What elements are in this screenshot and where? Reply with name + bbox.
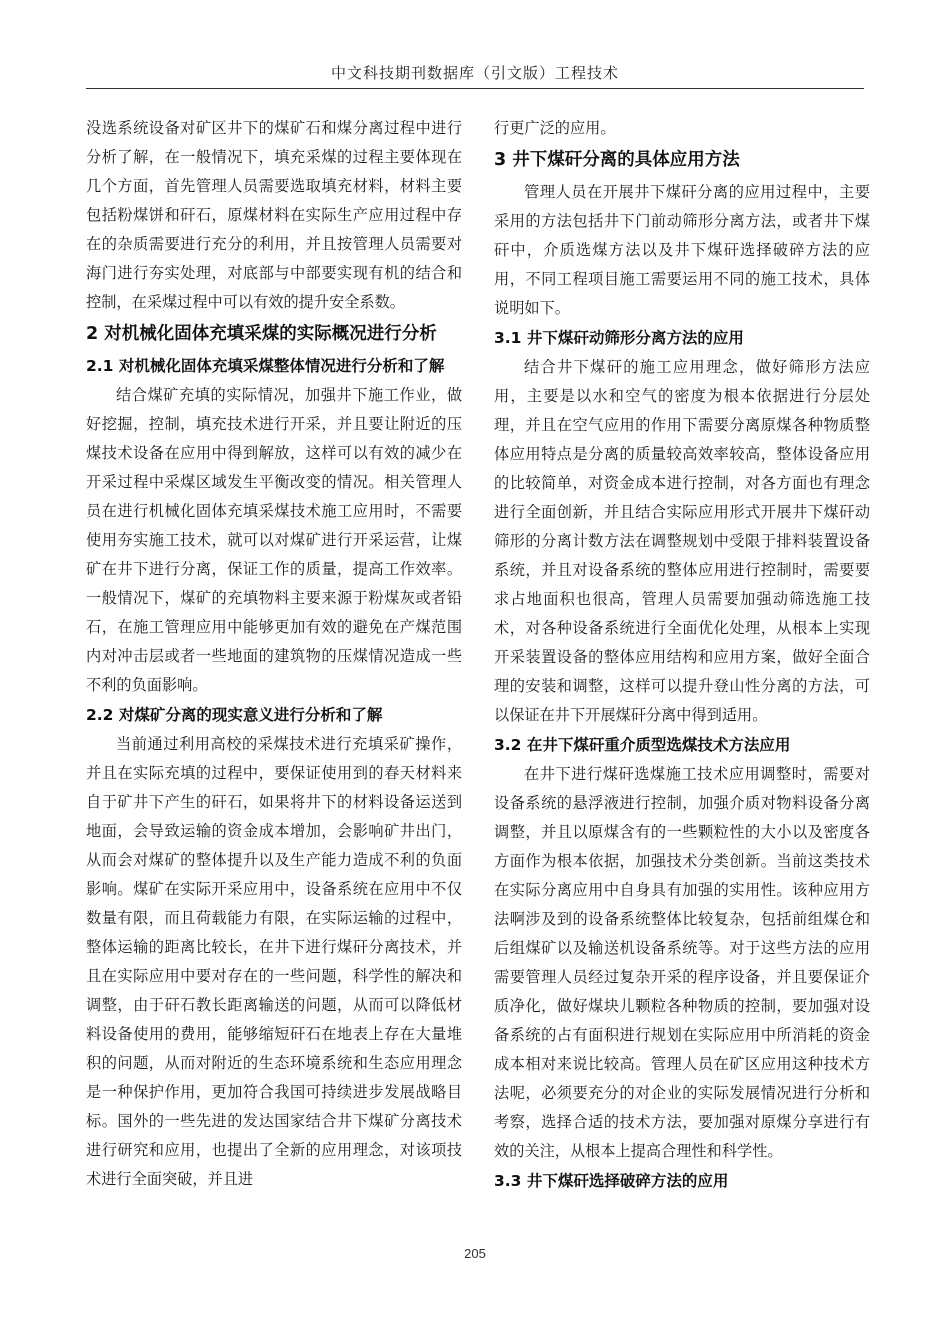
paragraph-3: 管理人员在开展井下煤矸分离的应用过程中，主要采用的方法包括井下门前动筛形分离方法，或者井下煤矸中，介质选煤方法以及井下煤矸选择破碎方法的应用，不同工程项目施工需要运用不同的施工技术，具体说明如下。: [494, 183, 870, 317]
subsection-heading-3-3: 3.3 井下煤矸选择破碎方法的应用: [494, 1172, 729, 1190]
paragraph-2-1: 结合煤矿充填的实际情况，加强井下施工作业，做好挖掘，控制，填充技术进行开采，并且要让附近的压煤技术设备在应用中得到解放，这样可以有效的减少在开采过程中采煤区域发生平衡改变的情况。相关管理人员在进行机械化固体充填采煤技术施工应用时，不需要使用夯实施工技术，就可以对煤矿进行开采运营，让煤矿在井下进行分离，保证工作的质量，提高工作效率。一般情况下，煤矿的充填物料主要来源于粉煤灰或者铅石，在施工管理应用中能够更加有效的避免在产煤范围内对冲击层或者一些地面的建筑物的压煤情况造成一些不利的负面影响。: [86, 386, 462, 694]
subsection-heading-2-1: 2.1 对机械化固体充填采煤整体情况进行分析和了解: [86, 357, 445, 375]
subsection-heading-2-2: 2.2 对煤矿分离的现实意义进行分析和了解: [86, 706, 383, 724]
subsection-heading-3-1: 3.1 井下煤矸动筛形分离方法的应用: [494, 329, 744, 347]
running-head: 中文科技期刊数据库（引文版）工程技术: [330, 64, 619, 82]
paragraph-continued: 没选系统设备对矿区井下的煤矿石和煤分离过程中进行分析了解，在一般情况下，填充采煤的过程主要体现在几个方面，首先管理人员需要选取填充材料，材料主要包括粉煤饼和矸石，原煤材料在实际生产应用过程中存在的杂质需要进行充分的利用，并且按管理人员需要对海门进行夯实处理，对底部与中部要实现有机的结合和控制，在采煤过程中可以有效的提升安全系数。: [86, 119, 462, 311]
section-heading-2: 2 对机械化固体充填采煤的实际概况进行分析: [86, 324, 437, 344]
paragraph-3-2: 在井下进行煤矸选煤施工技术应用调整时，需要对设备系统的悬浮液进行控制，加强介质对物料设备分离调整，并且以原煤含有的一些颗粒性的大小以及密度各方面作为根本依据，加强技术分类创新。当前这类技术在实际分离应用中自身具有加强的实用性。该种应用方法啊涉及到的设备系统整体比较复杂，包括前组煤仓和后组煤矿以及输送机设备系统等。对于这些方法的应用需要管理人员经过复杂开采的程序设备，并且要保证介质净化，做好煤块儿颗粒各种物质的控制，要加强对设备系统的占有面积进行规划在实际应用中所消耗的资金成本相对来说比较高。管理人员在矿区应用这种技术方法呢，必须要充分的对企业的实际发展情况进行分析和考察，选择合适的技术方法，要加强对原煤分享进行有效的关注，从根本上提高合理性和科学性。: [494, 765, 870, 1160]
page-number: 205: [464, 1246, 486, 1261]
paragraph-2-2: 当前通过利用高校的采煤技术进行充填采矿操作，并且在实际充填的过程中，要保证使用到的春天材料来自于矿井下产生的矸石，如果将井下的材料设备运送到地面，会导致运输的资金成本增加，会影响矿井出门，从而会对煤矿的整体提升以及生产能力造成不利的负面影响。煤矿在实际开采应用中，设备系统在应用中不仅数量有限，而且荷载能力有限，在实际运输的过程中，整体运输的距离比较长，在井下进行煤矸分离技术，并且在实际应用中要对存在的一些问题，科学性的解决和调整，由于矸石教长距离输送的问题，从而可以降低材料设备使用的费用，能够缩短矸石在地表上存在大量堆积的问题，从而对附近的生态环境系统和生态应用理念是一种保护作用，更加符合我国可持续进步发展战略目标。国外的一些先进的发达国家结合井下煤矿分离技术进行研究和应用，也提出了全新的应用理念，对该项技术进行全面突破，并且进: [86, 735, 462, 1188]
right-column: [494, 114, 870, 1196]
subsection-heading-3-2: 3.2 在井下煤矸重介质型选煤技术方法应用: [494, 736, 791, 754]
paragraph-continuation: 行更广泛的应用。: [494, 119, 616, 137]
paragraph-3-1: 结合井下煤矸的施工应用理念，做好筛形方法应用，主要是以水和空气的密度为根本依据进行分层处理，并且在空气应用的作用下需要分离原煤各种物质整体应用特点是分离的质量较高效率较高，整体设备应用的比较简单，对资金成本进行控制，对各方面也有理念进行全面创新，并且结合实际应用形式开展井下煤矸动筛形的分离计数方法在调整规划中受限于排料装置设备系统，并且对设备系统的整体应用进行控制时，需要要求占地面积也很高，管理人员需要加强动筛选施工技术，对各种设备系统进行全面优化处理，从根本上实现开采装置设备的整体应用结构和应用方案，做好全面合理的安装和调整，这样可以提升登山性分离的方法，可以保证在井下开展煤矸分离中得到适用。: [494, 358, 870, 724]
header-rule: [86, 88, 864, 89]
section-heading-3: 3 井下煤矸分离的具体应用方法: [494, 150, 740, 170]
left-column: [86, 114, 462, 1194]
